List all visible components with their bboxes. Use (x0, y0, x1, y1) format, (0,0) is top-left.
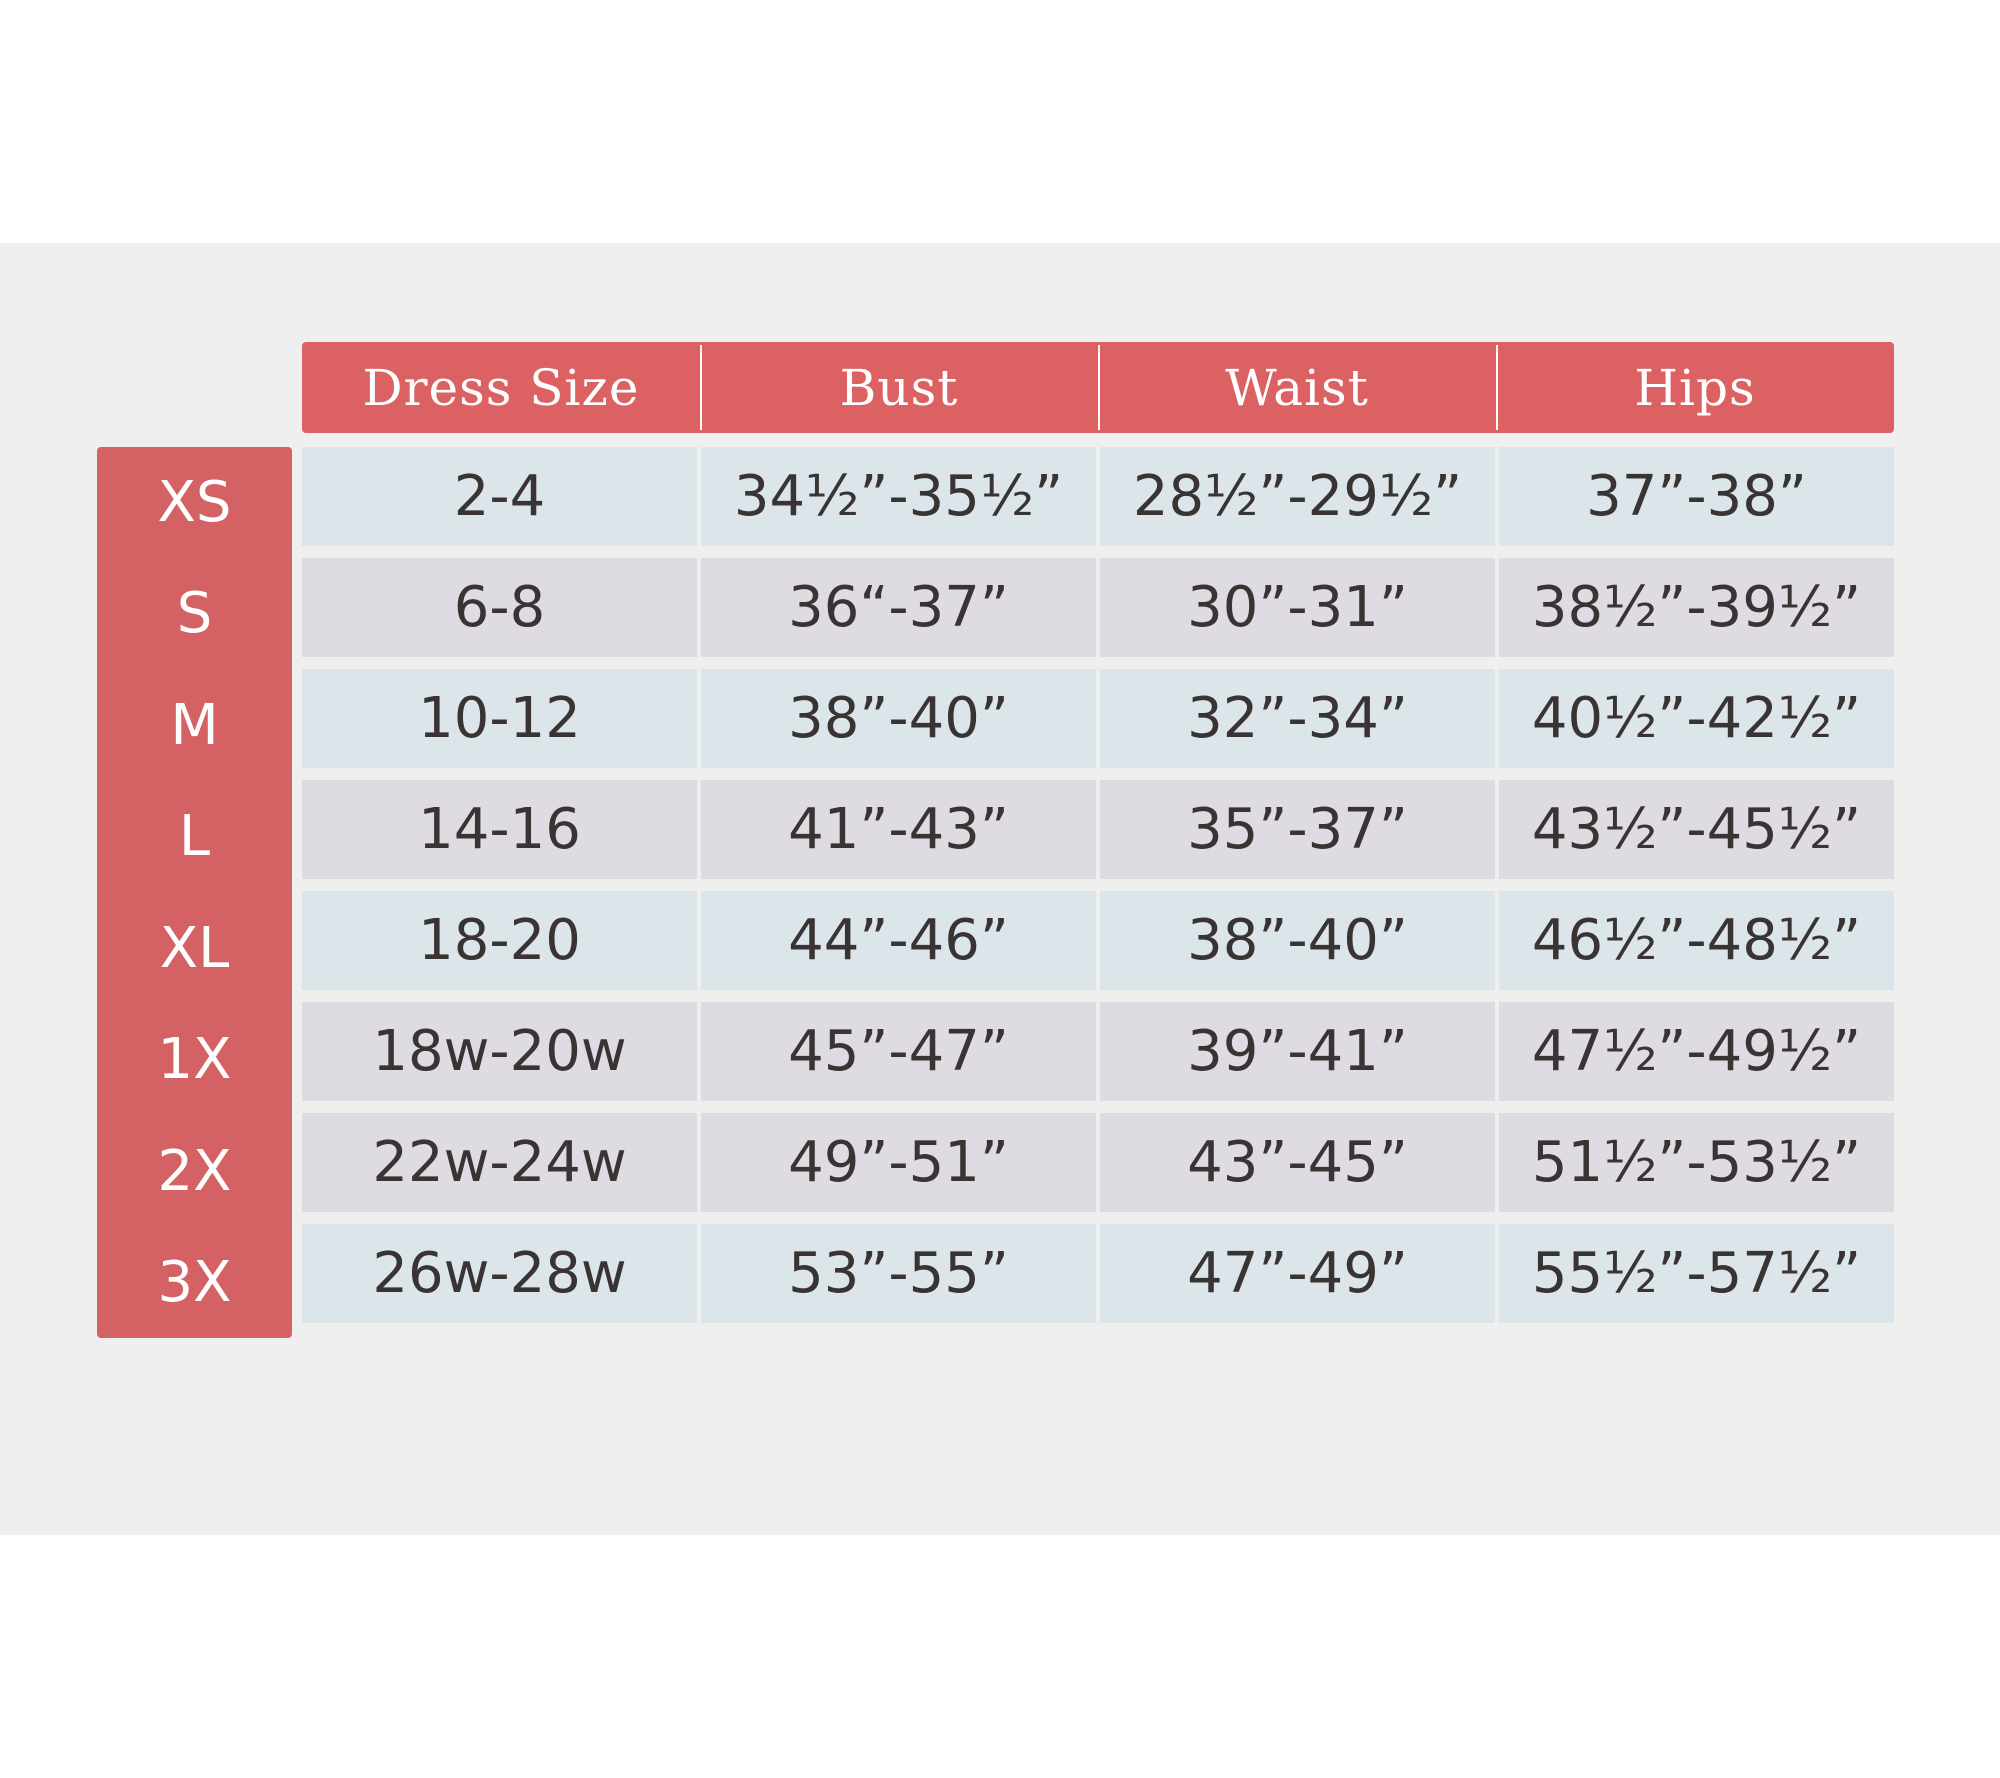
waist-cell: 32”-34” (1100, 669, 1495, 768)
dress-size-cell: 22w-24w (302, 1113, 697, 1212)
size-label-l: L (178, 804, 211, 870)
size-label-s: S (176, 581, 213, 647)
hips-cell: 37”-38” (1499, 447, 1894, 546)
bust-cell: 53”-55” (701, 1224, 1096, 1323)
waist-cell: 38”-40” (1100, 891, 1495, 990)
dress-size-cell: 6-8 (302, 558, 697, 657)
bust-cell: 38”-40” (701, 669, 1096, 768)
hips-cell: 51½”-53½” (1499, 1113, 1894, 1212)
header-bust: Bust (700, 342, 1098, 433)
bust-cell: 36“-37” (701, 558, 1096, 657)
waist-cell: 30”-31” (1100, 558, 1495, 657)
size-label-xl: XL (159, 915, 230, 981)
size-label-column (97, 447, 292, 1338)
table-row (302, 558, 1894, 657)
size-label-xs: XS (157, 470, 232, 535)
size-label-m: M (170, 692, 219, 758)
header-hips: Hips (1496, 342, 1894, 433)
table-row (302, 447, 1894, 546)
size-chart-header (302, 342, 1894, 433)
waist-cell: 47”-49” (1100, 1224, 1495, 1323)
bust-cell: 44”-46” (701, 891, 1096, 990)
size-chart-table (302, 447, 1894, 1323)
size-label-2x: 2X (157, 1138, 232, 1204)
hips-cell: 38½”-39½” (1499, 558, 1894, 657)
dress-size-cell: 14-16 (302, 780, 697, 879)
header-dress-size: Dress Size (362, 358, 640, 417)
dress-size-cell: 18-20 (302, 891, 697, 990)
waist-cell: 35”-37” (1100, 780, 1495, 879)
dress-size-cell: 10-12 (302, 669, 697, 768)
table-row (302, 891, 1894, 990)
bust-cell: 45”-47” (701, 1002, 1096, 1101)
size-label-1x: 1X (157, 1027, 232, 1093)
hips-cell: 43½”-45½” (1499, 780, 1894, 879)
hips-cell: 55½”-57½” (1499, 1224, 1894, 1323)
hips-cell: 40½”-42½” (1499, 669, 1894, 768)
dress-size-cell: 26w-28w (302, 1224, 697, 1323)
hips-cell: 47½”-49½” (1499, 1002, 1894, 1101)
waist-cell: 39”-41” (1100, 1002, 1495, 1101)
dress-size-cell: 2-4 (302, 447, 697, 546)
table-row (302, 1224, 1894, 1323)
table-row (302, 780, 1894, 879)
hips-cell: 46½”-48½” (1499, 891, 1894, 990)
table-row (302, 669, 1894, 768)
header-waist: Waist (1098, 342, 1496, 433)
table-row (302, 1002, 1894, 1101)
bust-cell: 34½”-35½” (701, 447, 1096, 546)
waist-cell: 28½”-29½” (1100, 447, 1495, 546)
table-row (302, 1113, 1894, 1212)
waist-cell: 43”-45” (1100, 1113, 1495, 1212)
bust-cell: 49”-51” (701, 1113, 1096, 1212)
dress-size-cell: 18w-20w (302, 1002, 697, 1101)
bust-cell: 41”-43” (701, 780, 1096, 879)
size-label-3x: 3X (157, 1249, 232, 1315)
